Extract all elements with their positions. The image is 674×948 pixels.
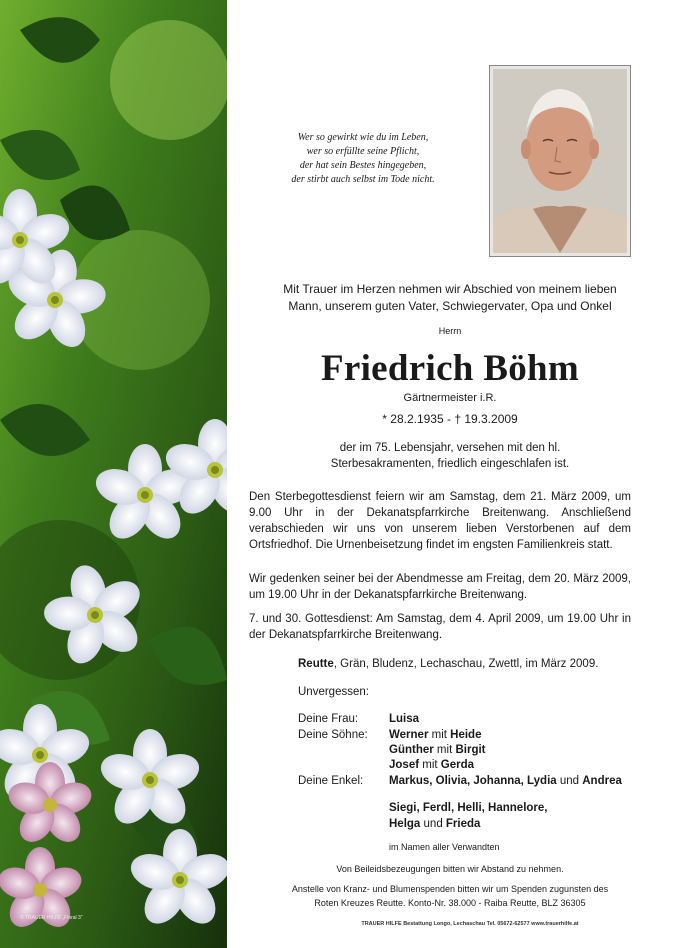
sons-label: Deine Söhne: <box>298 729 368 741</box>
condolence-note: Von Beileidsbezeugungen bitten wir Abstand zu nehmen. <box>336 864 564 874</box>
place-date <box>298 658 598 670</box>
age-text <box>240 440 660 472</box>
place-rest: , Grän, Bludenz, Lechaschau, Zwettl, im März 2009. <box>333 658 599 670</box>
son-entry: Josef mit Gerda <box>389 759 475 771</box>
donation-note <box>240 882 660 910</box>
portrait-photo <box>489 65 631 257</box>
intro-text <box>240 281 660 315</box>
memorial-service-paragraph: 7. und 30. Gottesdienst: Am Samstag, dem 4. April 2009, um 19.00 Uhr in der Dekanatspfarrkirche Breitenwang. <box>249 613 631 641</box>
wife-name: Luisa <box>389 713 420 725</box>
occupation: Gärtnermeister i.R. <box>403 392 497 404</box>
poem-line: der stirbt auch selbst im Tode nicht. <box>291 174 435 185</box>
intro-line: Mann, unserem guten Vater, Schwiegervater, Opa und Onkel <box>288 299 612 313</box>
donation-line: Roten Kreuzes Reutte. Konto-Nr. 38.000 - Raiba Reutte, BLZ 36305 <box>314 898 586 908</box>
funeral-service-paragraph: Den Sterbegottesdienst feiern wir am Samstag, dem 21. März 2009, um 9.00 Uhr in der Dekanatspfarrkirche Breitenwang. Anschließend verabschieden wir uns von unserem lieben Verstorbenen auf dem Ortsfriedhof. Die Urnenbeisetzung findet im engsten Familienkreis statt. <box>249 491 631 551</box>
relatives-note: im Namen aller Verwandten <box>389 842 500 852</box>
unvergessen-label: Unvergessen: <box>298 686 369 698</box>
life-dates: * 28.2.1935 - † 19.3.2009 <box>382 412 518 426</box>
grandchildren-label: Deine Enkel: <box>298 775 364 787</box>
photo-credit: © TRAUER HILFE „Floral 3“ <box>20 915 83 921</box>
donation-line: Anstelle von Kranz- und Blumenspenden bitten wir um Spenden zugunsten des <box>291 884 609 894</box>
grandchildren-line: Siegi, Ferdl, Helli, Hannelore, <box>389 802 548 814</box>
son-entry: Werner mit Heide <box>389 729 482 741</box>
son-entry: Günther mit Birgit <box>389 744 486 756</box>
grandchildren-line: Helga und Frieda <box>389 818 481 830</box>
age-line: Sterbesakramenten, friedlich eingeschlafen ist. <box>330 458 570 470</box>
poem-line: wer so erfüllte seine Pflicht, <box>306 146 420 157</box>
place-bold: Reutte <box>298 658 334 670</box>
deceased-name: Friedrich Böhm <box>320 348 580 389</box>
poem-line: Wer so gewirkt wie du im Leben, <box>297 132 429 143</box>
salutation: Herrn <box>438 326 462 336</box>
grandchildren-line: Markus, Olivia, Johanna, Lydia und Andrea <box>389 775 622 787</box>
wife-label: Deine Frau: <box>298 713 359 725</box>
footer-imprint: TRAUER HILFE Bestattung Longo, Lechaschau Tel. 05672-62577 www.trauerhilfe.at <box>361 921 579 927</box>
poem <box>258 131 468 187</box>
evening-mass-paragraph: Wir gedenken seiner bei der Abendmesse am Freitag, dem 20. März 2009, um 19.00 Uhr in der Dekanatspfarrkirche Breitenwang. <box>249 573 631 601</box>
intro-line: Mit Trauer im Herzen nehmen wir Abschied von meinem lieben <box>283 282 617 296</box>
poem-line: der hat sein Bestes hingegeben, <box>299 160 427 171</box>
age-line: der im 75. Lebensjahr, versehen mit den hl. <box>339 442 561 454</box>
flower-photo <box>0 0 227 948</box>
